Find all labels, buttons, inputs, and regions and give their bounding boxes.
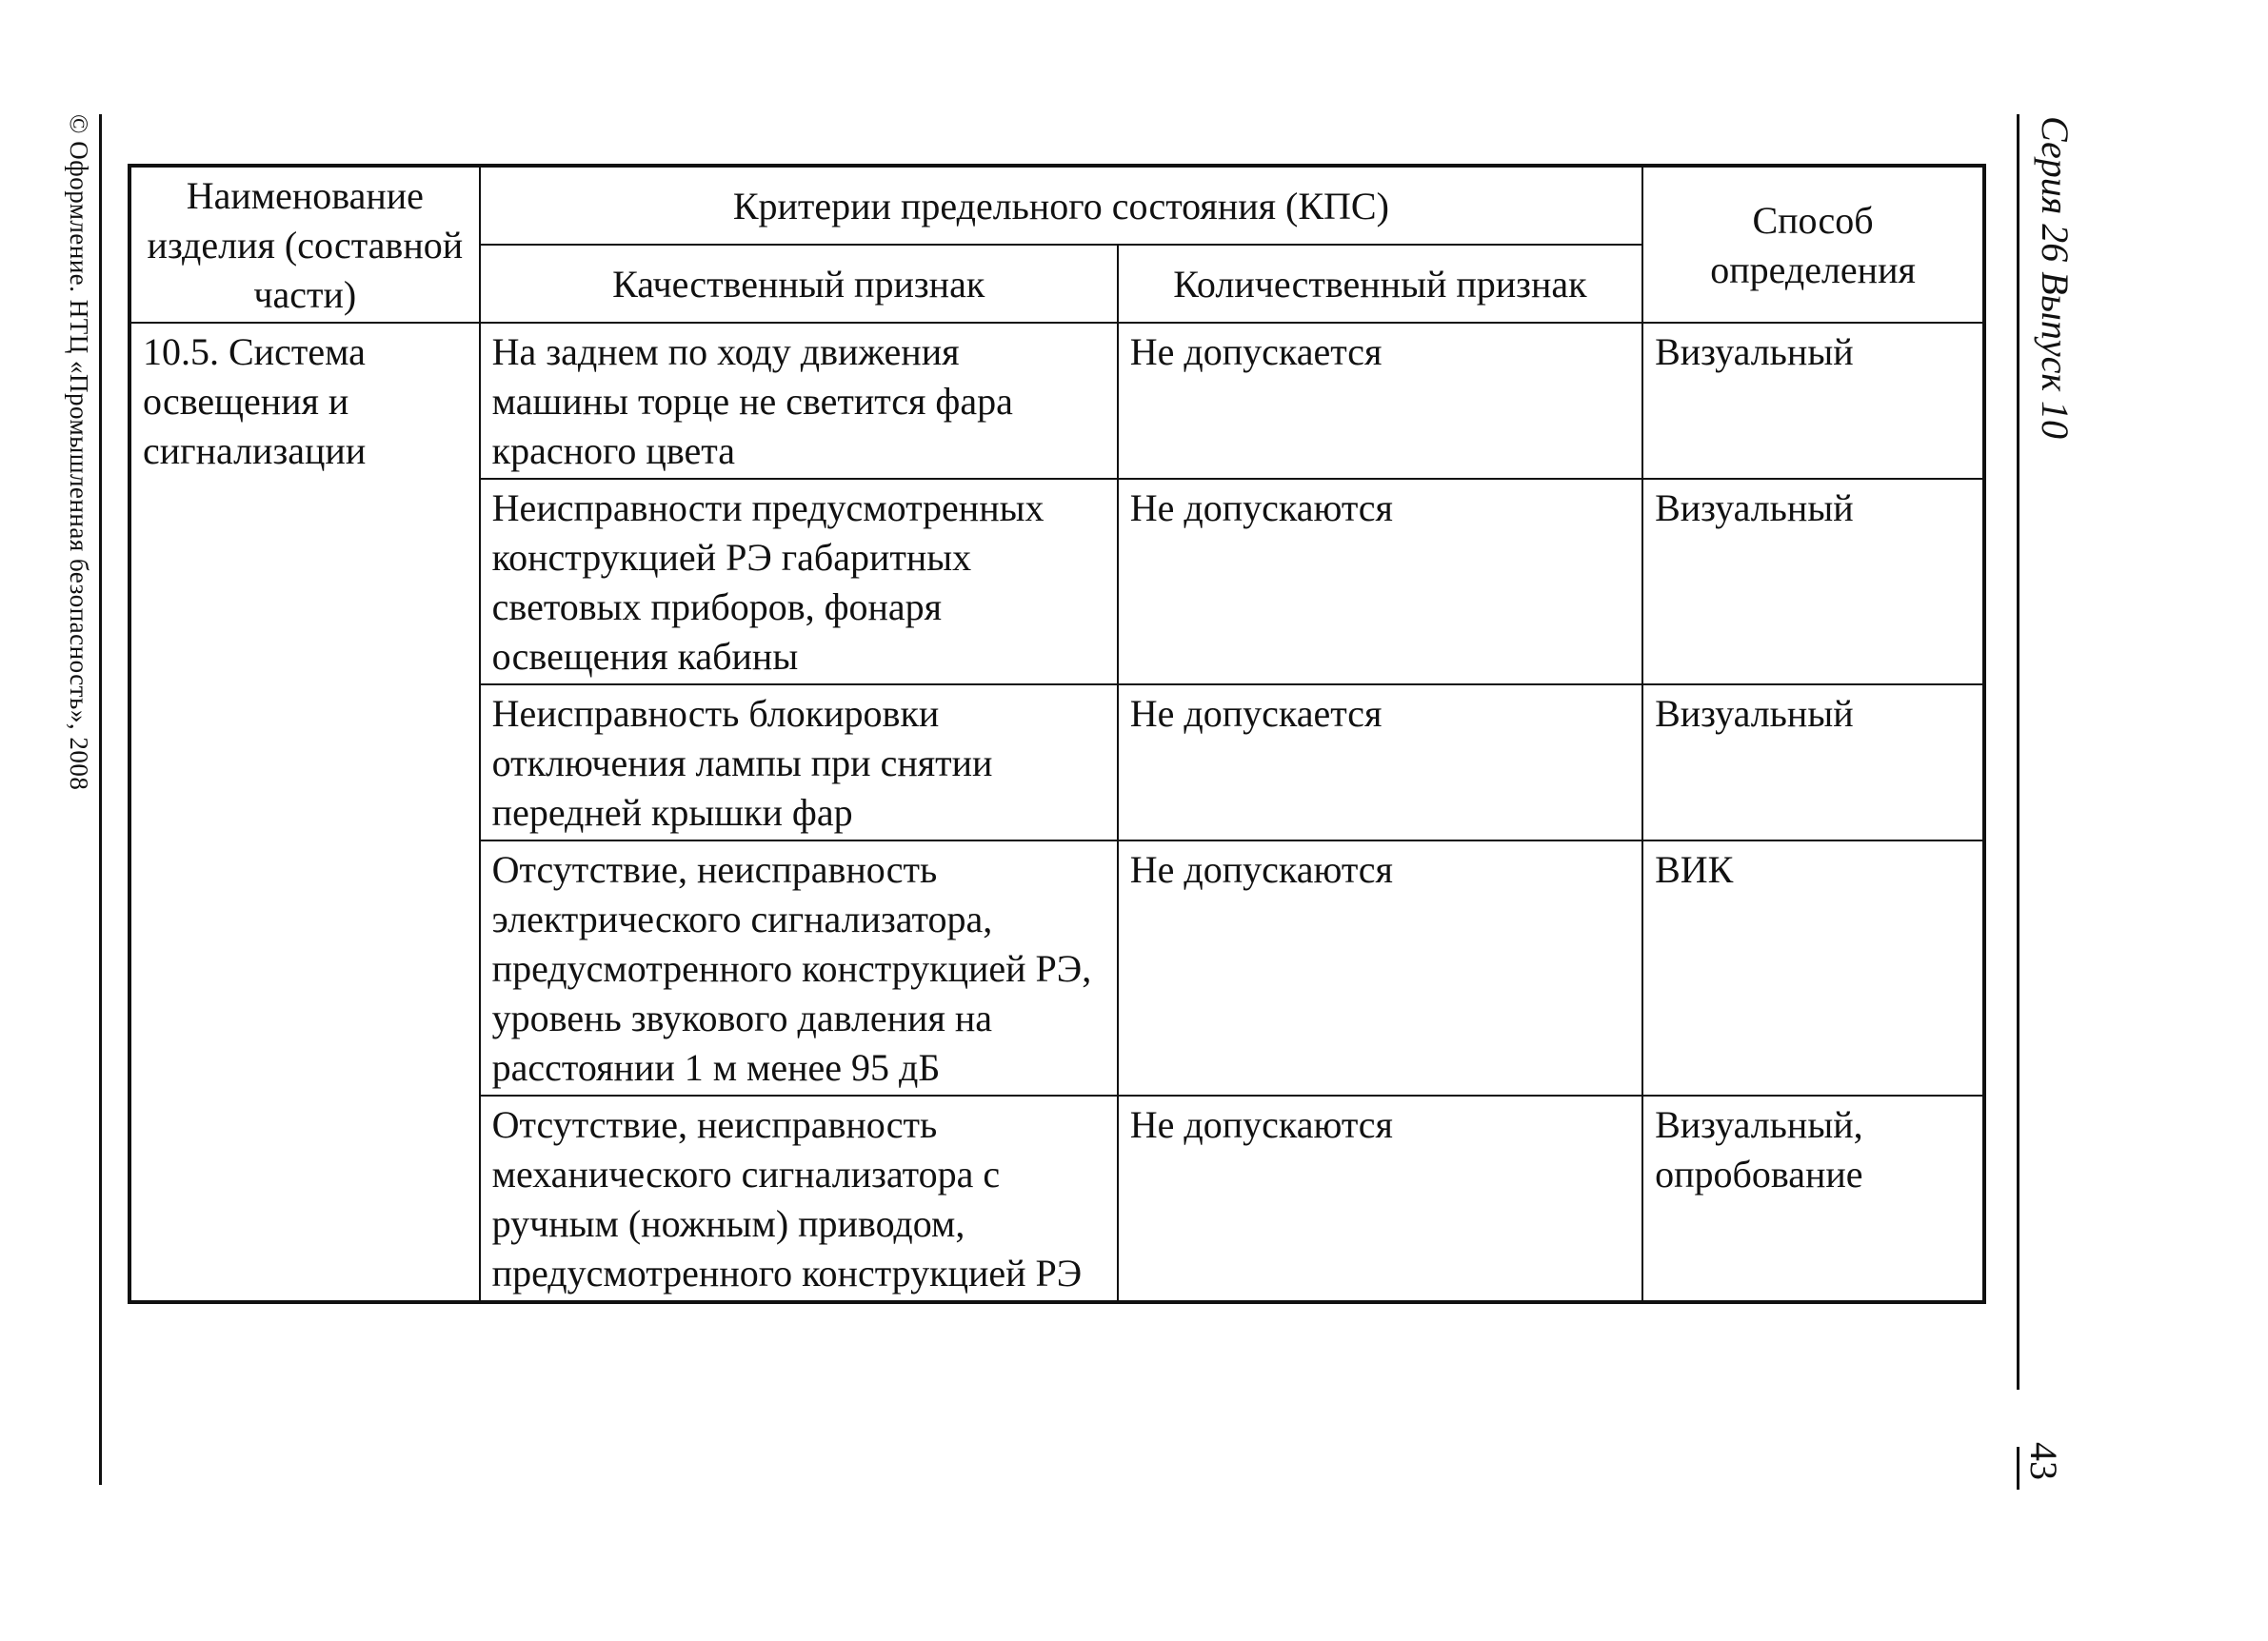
- series-header: Серия 26 Выпуск 10: [2034, 116, 2077, 440]
- header-quantitative: Количественный признак: [1118, 245, 1642, 323]
- table-header-row: [129, 166, 1984, 245]
- table-row: [129, 323, 1984, 479]
- method-cell: Визуальный: [1642, 684, 1984, 840]
- quantitative-cell: Не допускаются: [1118, 840, 1642, 1096]
- quantitative-cell: Не допускаются: [1118, 479, 1642, 684]
- right-margin-rule-top: [2017, 114, 2019, 1390]
- qualitative-cell: Неисправности предусмотренных конструкцией РЭ габаритных световых приборов, фонаря освещения кабины: [480, 479, 1118, 684]
- item-name-cell: 10.5. Система освещения и сигнализации: [129, 323, 480, 1302]
- quantitative-cell: Не допускаются: [1118, 1096, 1642, 1302]
- qualitative-cell: Отсутствие, неисправность электрического сигнализатора, предусмотренного конструкцией РЭ, уровень звукового давления на расстоянии 1 м менее 95 дБ: [480, 840, 1118, 1096]
- method-cell: ВИК: [1642, 840, 1984, 1096]
- right-margin-rule-bottom: [2017, 1447, 2019, 1490]
- criteria-table: [128, 164, 1986, 1304]
- copyright-note: © Оформление. НТЦ «Промышленная безопасность», 2008: [65, 114, 93, 791]
- qualitative-cell: Отсутствие, неисправность механического сигнализатора с ручным (ножным) приводом, предусмотренного конструкцией РЭ: [480, 1096, 1118, 1302]
- header-qualitative: Качественный признак: [480, 245, 1118, 323]
- header-criteria-group: Критерии предельного состояния (КПС): [480, 166, 1642, 245]
- method-cell: Визуальный: [1642, 323, 1984, 479]
- left-margin-rule: [99, 114, 102, 1485]
- header-method: Способ определения: [1642, 166, 1984, 323]
- qualitative-cell: На заднем по ходу движения машины торце не светится фара красного цвета: [480, 323, 1118, 479]
- quantitative-cell: Не допускается: [1118, 684, 1642, 840]
- method-cell: Визуальный, опробование: [1642, 1096, 1984, 1302]
- quantitative-cell: Не допускается: [1118, 323, 1642, 479]
- header-item-name: Наименование изделия (составной части): [129, 166, 480, 323]
- page-number: 43: [2022, 1442, 2065, 1480]
- method-cell: Визуальный: [1642, 479, 1984, 684]
- qualitative-cell: Неисправность блокировки отключения лампы при снятии передней крышки фар: [480, 684, 1118, 840]
